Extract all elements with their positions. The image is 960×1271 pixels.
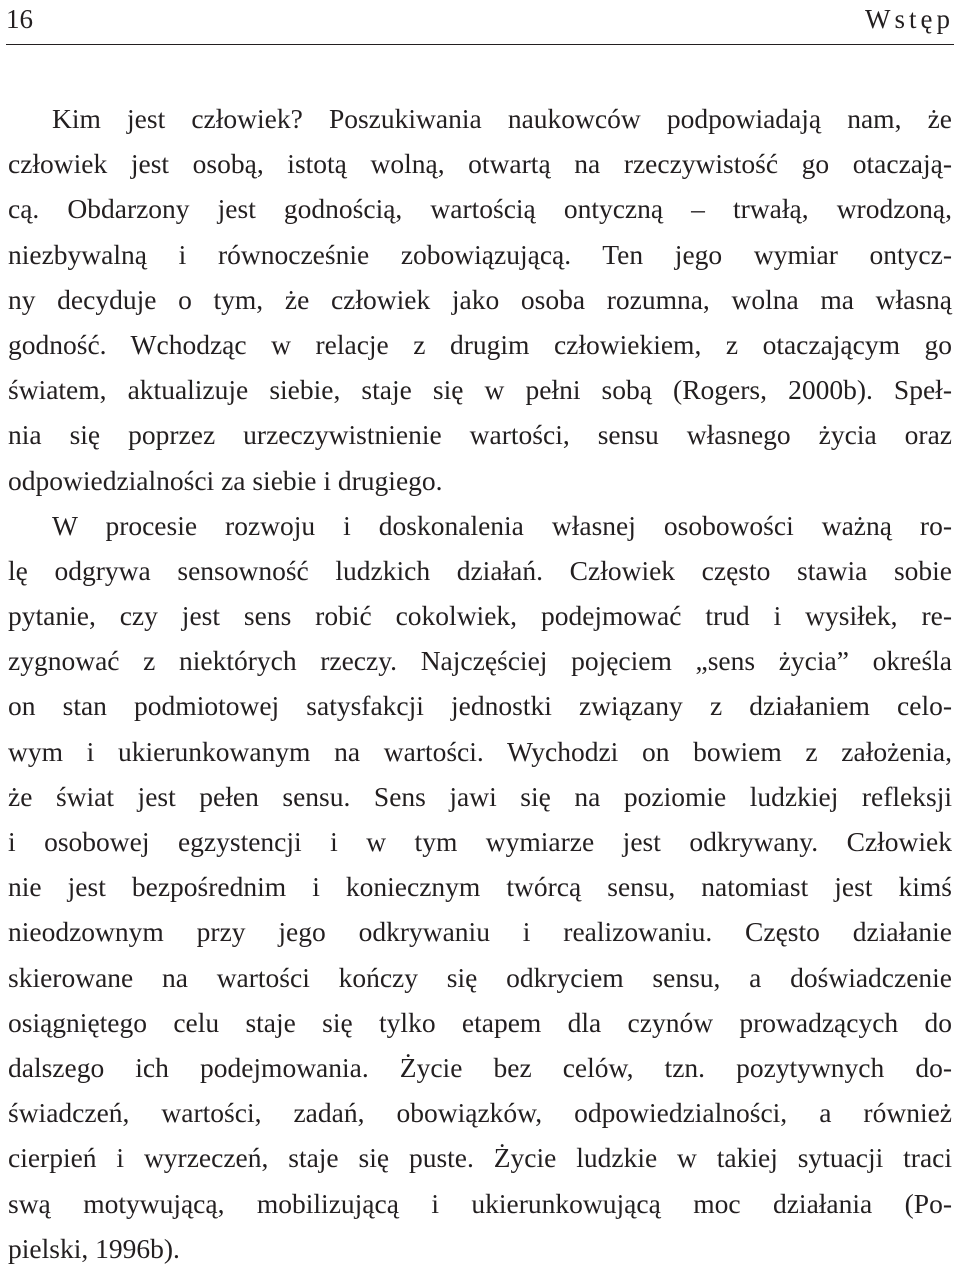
text-line: on stan podmiotowej satysfakcji jednostki związany z działaniem celo-	[8, 690, 952, 722]
text-line: światem, aktualizuje siebie, staje się w pełni sobą (Rogers, 2000b). Speł-	[8, 374, 952, 406]
text-line: odpowiedzialności za siebie i drugiego.	[8, 464, 443, 496]
text-line: świadczeń, wartości, zadań, obowiązków, odpowiedzialności, a również	[8, 1097, 952, 1129]
text-line: swą motywującą, mobilizującą i ukierunkowującą moc działania (Po-	[8, 1187, 952, 1219]
text-line: nie jest bezpośrednim i koniecznym twórcą sensu, natomiast jest kimś	[8, 871, 952, 903]
text-line: nia się poprzez urzeczywistnienie wartości, sensu własnego życia oraz	[8, 419, 952, 451]
text-line: godność. Wchodząc w relacje z drugim człowiekiem, z otaczającym go	[8, 328, 952, 360]
section-title: Wstęp	[865, 4, 954, 34]
text-line: cierpień i wyrzeczeń, staje się puste. Życie ludzkie w takiej sytuacji traci	[8, 1142, 952, 1174]
text-line: że świat jest pełen sensu. Sens jawi się na poziomie ludzkiej refleksji	[8, 780, 952, 812]
text-line: zygnować z niektórych rzeczy. Najczęściej pojęciem „sens życia” określa	[8, 645, 952, 677]
text-line: człowiek jest osobą, istotą wolną, otwartą na rzeczywistość go otaczają-	[8, 148, 952, 180]
paragraph-2	[8, 503, 952, 1271]
paragraph-1	[8, 96, 952, 503]
text-line: Kim jest człowiek? Poszukiwania naukowców podpowiadają nam, że	[52, 103, 952, 134]
text-line: i osobowej egzystencji i w tym wymiarze jest odkrywany. Człowiek	[8, 826, 952, 857]
text-line: niezbywalną i równocześnie zobowiązującą. Ten jego wymiar ontycz-	[8, 238, 952, 270]
text-line: wym i ukierunkowanym na wartości. Wychodzi on bowiem z założenia,	[8, 735, 952, 767]
page-number: 16	[6, 4, 33, 34]
text-line: W procesie rozwoju i doskonalenia własnej osobowości ważną ro-	[52, 509, 952, 541]
text-line: nieodzownym przy jego odkrywaniu i realizowaniu. Często działanie	[8, 916, 952, 948]
text-line: cą. Obdarzony jest godnością, wartością ontyczną – trwałą, wrodzoną,	[8, 193, 952, 225]
running-header	[6, 0, 954, 44]
text-line: skierowane na wartości kończy się odkryciem sensu, a doświadczenie	[8, 961, 952, 993]
text-line: osiągniętego celu staje się tylko etapem dla czynów prowadzących do	[8, 1006, 952, 1038]
header-rule	[6, 44, 954, 45]
text-line: pielski, 1996b).	[8, 1232, 180, 1264]
body-text	[8, 96, 952, 1271]
text-line: pytanie, czy jest sens robić cokolwiek, podejmować trud i wysiłek, re-	[8, 600, 952, 632]
text-line: dalszego ich podejmowania. Życie bez celów, tzn. pozytywnych do-	[8, 1051, 952, 1083]
text-line: ny decyduje o tym, że człowiek jako osoba rozumna, wolna ma własną	[8, 283, 952, 315]
text-line: lę odgrywa sensowność ludzkich działań. Człowiek często stawia sobie	[8, 554, 952, 586]
